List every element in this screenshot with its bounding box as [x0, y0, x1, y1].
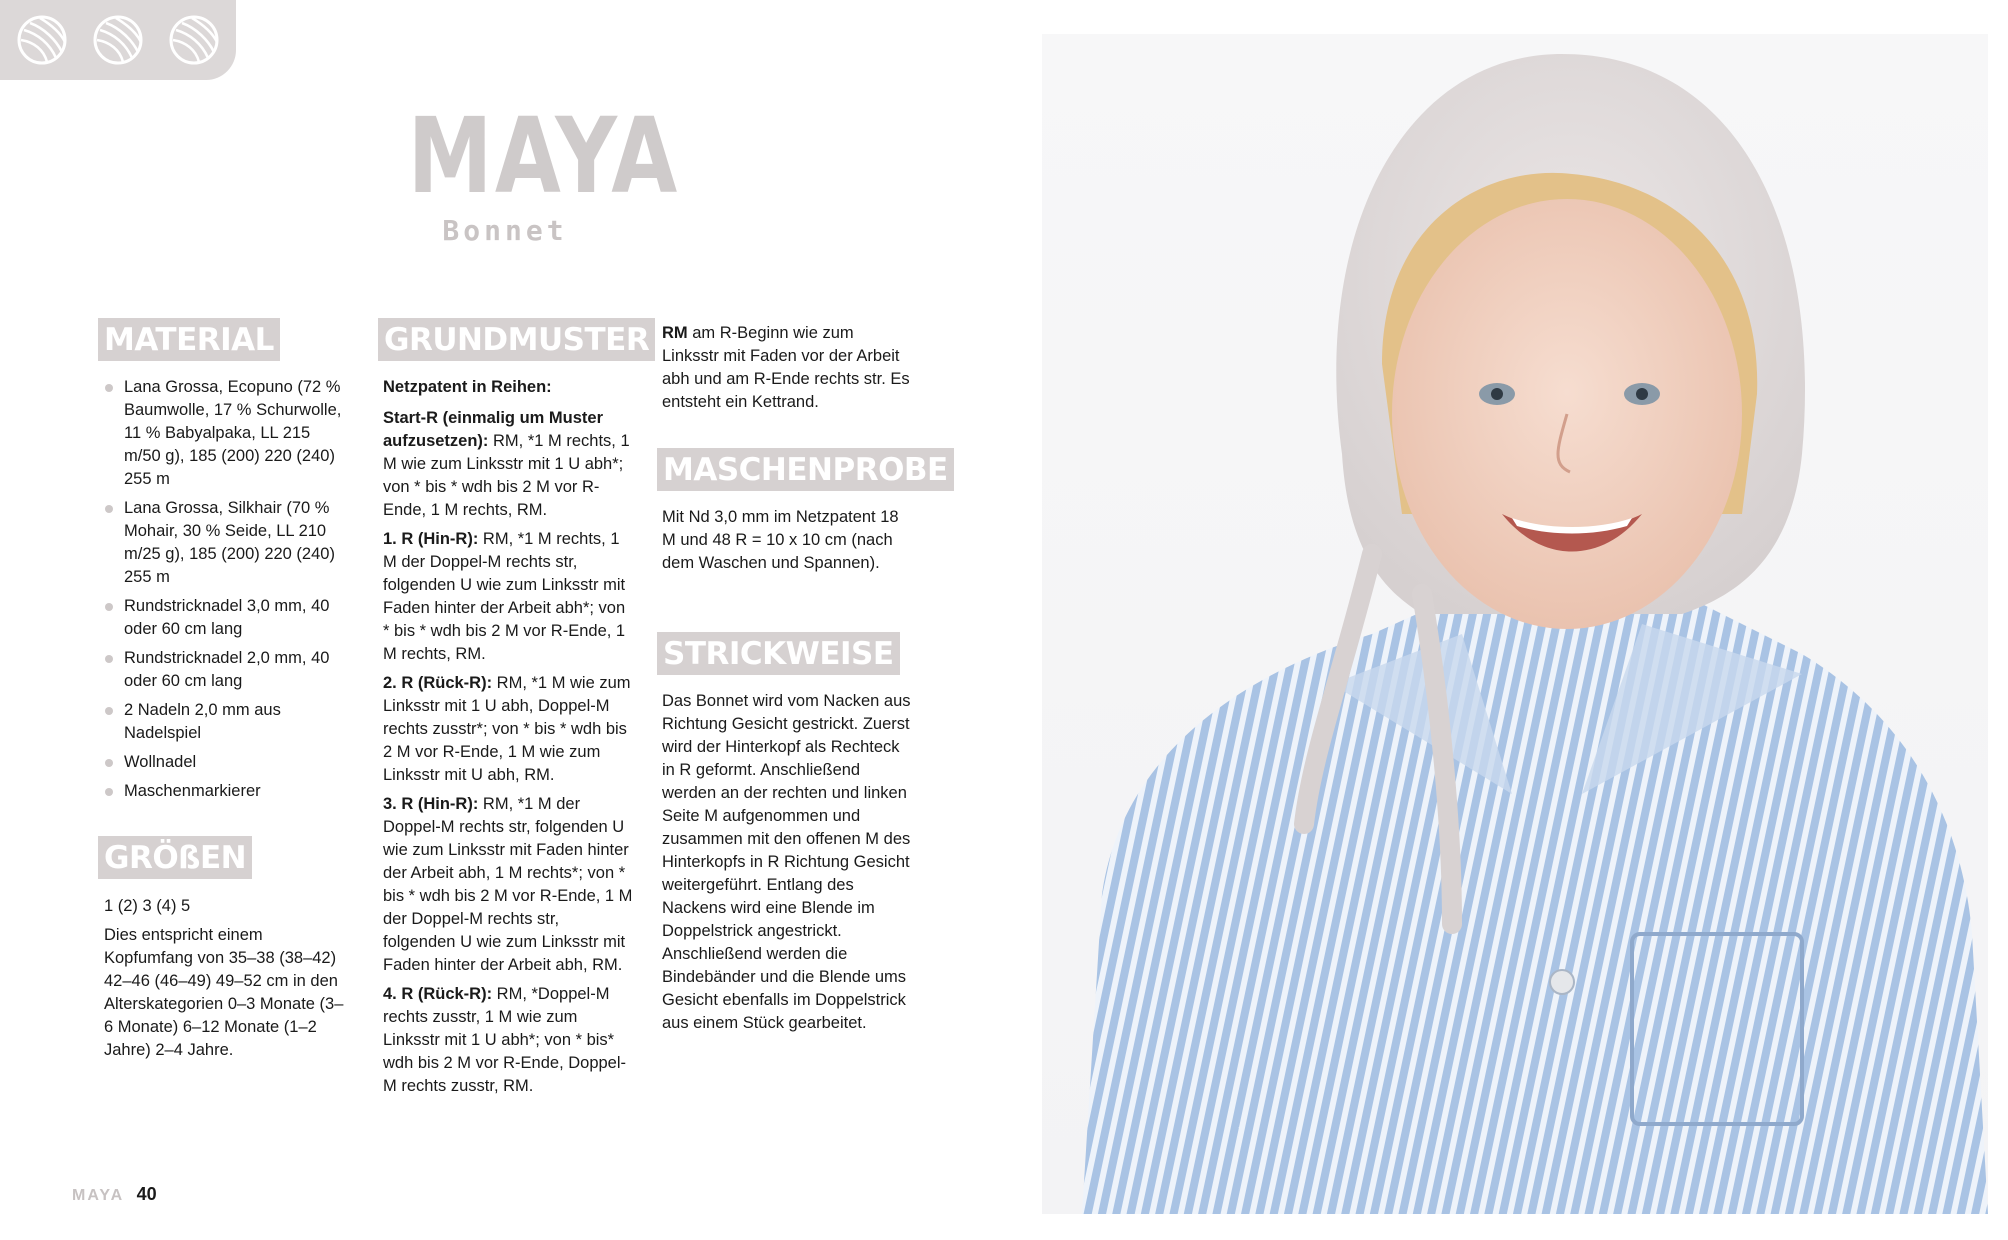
sizes-text: 1 (2) 3 (4) 5: [104, 897, 191, 915]
footer-title: MAYA: [72, 1187, 125, 1204]
list-item: Lana Grossa, Silkhair (70 % Mohair, 30 % Seide, LL 210 m/25 g), 185 (200) 220 (240) 255 m: [104, 497, 348, 589]
grundmuster-heading: GRUNDMUSTER: [378, 318, 655, 361]
strickweise-heading: STRICKWEISE: [657, 632, 900, 675]
row-text: RM, *1 M rechts, 1 M der Doppel-M rechts str, folgenden U wie zum Linksstr mit Faden hinter der Arbeit abh*; von * bis * wdh bis 2 M vor R-Ende, 1 M rechts, RM.: [383, 530, 626, 663]
rm-note: [662, 322, 912, 420]
pattern-row: [383, 672, 633, 787]
list-item: Wollnadel: [104, 751, 348, 774]
strickweise-section: [662, 690, 912, 1041]
groessen-section: [104, 895, 348, 1068]
pattern-row: [383, 407, 633, 522]
page-footer: [72, 1184, 157, 1205]
grundmuster-section: [383, 376, 633, 1104]
list-item: 2 Nadeln 2,0 mm aus Nadelspiel: [104, 699, 348, 745]
page-title: MAYA: [407, 95, 680, 217]
yarn-ball-icon: [16, 14, 68, 66]
maschenprobe-text: Mit Nd 3,0 mm im Netzpatent 18 M und 48 R = 10 x 10 cm (nach dem Waschen und Spannen).: [662, 508, 899, 572]
pattern-row: [383, 528, 633, 666]
yarn-ball-icon: [92, 14, 144, 66]
maschenprobe-section: [662, 506, 912, 581]
row-label: 2. R (Rück-R):: [383, 674, 493, 692]
row-text: RM, *1 M rechts, 1 M wie zum Linksstr mit 1 U abh*; von * bis * wdh bis 2 M vor R-Ende, 1 M rechts, RM.: [383, 432, 630, 519]
rm-label: RM: [662, 324, 688, 342]
rm-text: am R-Beginn wie zum Linksstr mit Faden vor der Arbeit abh und am R-Ende rechts str. Es entsteht ein Kettrand.: [662, 324, 910, 411]
row-text: RM, *Doppel-M rechts zusstr, 1 M wie zum Linksstr mit 1 U abh*; von * bis* wdh bis 2 M vor R-Ende, Doppel-M rechts zusstr, RM.: [383, 985, 627, 1095]
page-subtitle: Bonnet: [442, 214, 568, 247]
row-label: 4. R (Rück-R):: [383, 985, 493, 1003]
list-item: Maschenmarkierer: [104, 780, 348, 803]
page-number: 40: [136, 1184, 157, 1204]
groessen-heading: GRÖßEN: [98, 836, 252, 879]
maschenprobe-heading: MASCHENPROBE: [657, 448, 954, 491]
sizes-description: Dies entspricht einem Kopfumfang von 35–38 (38–42) 42–46 (46–49) 49–52 cm in den Alterskategorien 0–3 Monate (3–6 Monate) 6–12 Monate (1–2 Jahre) 2–4 Jahre.: [104, 926, 344, 1059]
material-heading: MATERIAL: [98, 318, 280, 361]
pattern-row: [383, 983, 633, 1098]
list-item: Rundstricknadel 2,0 mm, 40 oder 60 cm lang: [104, 647, 348, 693]
strickweise-text: Das Bonnet wird vom Nacken aus Richtung Gesicht gestrickt. Zuerst wird der Hinterkopf als Rechteck in R geformt. Anschließend werden an der rechten und linken Seite M aufgenommen und zusammen mit den offenen M des Hinterkopfs in R Richtung Gesicht weitergeführt. Entlang des Nackens wird eine Blende im Doppelstrick angestrickt. Anschließend werden die Bindebänder und die Blende ums Gesicht ebenfalls im Doppelstrick aus einem Stück gearbeitet.: [662, 692, 911, 1032]
material-list: [104, 376, 348, 803]
row-text: RM, *1 M der Doppel-M rechts str, folgenden U wie zum Linksstr mit Faden hinter der Arbeit abh, 1 M rechts*; von * bis * wdh bis 2 M vor R-Ende, 1 M der Doppel-M rechts str, folgenden U wie zum Linksstr mit Faden hinter der Arbeit abh, RM.: [383, 795, 633, 974]
child-photo: [1042, 34, 1988, 1214]
yarn-ball-icon: [168, 14, 220, 66]
row-label: Start-R (einmalig um Muster aufzusetzen):: [383, 409, 604, 450]
list-item: Rundstricknadel 3,0 mm, 40 oder 60 cm lang: [104, 595, 348, 641]
pattern-row: [383, 793, 633, 977]
row-label: 1. R (Hin-R):: [383, 530, 479, 548]
child-illustration: [1042, 34, 1988, 1214]
material-section: [104, 376, 348, 809]
row-label: 3. R (Hin-R):: [383, 795, 479, 813]
pattern-intro: Netzpatent in Reihen:: [383, 378, 552, 396]
difficulty-badge: [0, 0, 236, 80]
list-item: Lana Grossa, Ecopuno (72 % Baumwolle, 17 % Schurwolle, 11 % Babyalpaka, LL 215 m/50 g), 185 (200) 220 (240) 255 m: [104, 376, 348, 491]
row-text: RM, *1 M wie zum Linksstr mit 1 U abh, Doppel-M rechts zusstr*; von * bis * wdh bis 2 M vor R-Ende, 1 M wie zum Linksstr mit U abh, RM.: [383, 674, 631, 784]
